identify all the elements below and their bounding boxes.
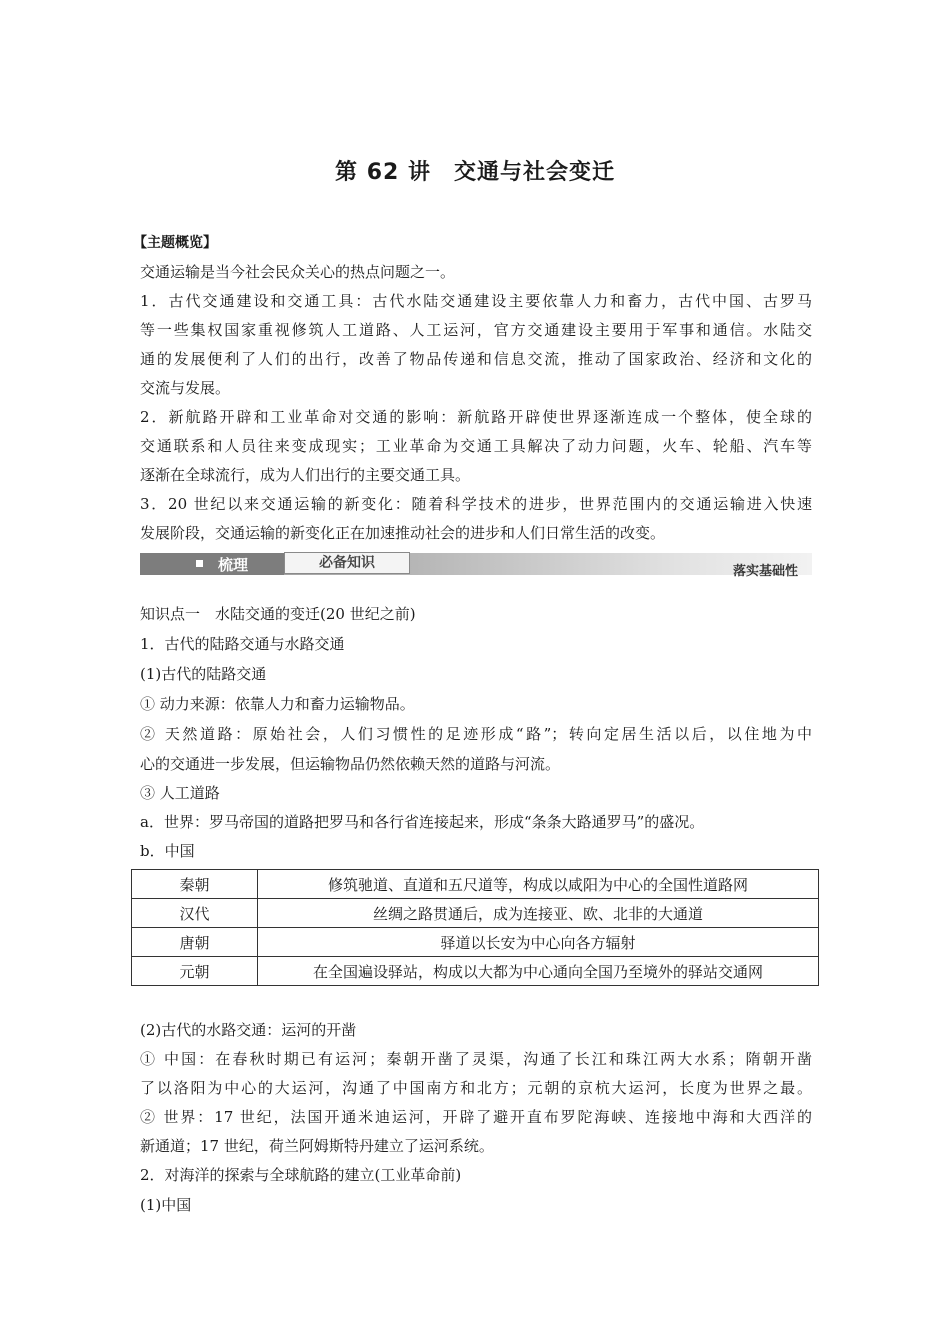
knowledge-line: (2)古代的水路交通：运河的开凿	[140, 1021, 357, 1039]
knowledge-line: a．世界：罗马帝国的道路把罗马和各行省连接起来，形成“条条大路通罗马”的盛况。	[140, 813, 705, 831]
table-row	[132, 928, 819, 957]
table-cell-dynasty: 秦朝	[132, 870, 258, 899]
table-cell-dynasty: 汉代	[132, 899, 258, 928]
section-banner	[140, 551, 812, 581]
page-title: 第 62 讲 交通与社会变迁	[335, 160, 615, 185]
overview-line: 等一些集权国家重视修筑人工道路、人工运河，官方交通建设主要用于军事和通信。水陆交	[140, 321, 812, 339]
knowledge-line: 2．对海洋的探索与全球航路的建立(工业革命前)	[140, 1166, 462, 1184]
overview-line: 逐渐在全球流行，成为人们出行的主要交通工具。	[140, 466, 471, 484]
square-bullet-icon	[196, 560, 203, 567]
knowledge-line: (1)中国	[140, 1196, 192, 1214]
knowledge-line: ② 天然道路：原始社会，人们习惯性的足迹形成“路”；转向定居生活以后，以住地为中	[140, 725, 812, 743]
banner-left-block	[140, 553, 284, 575]
knowledge-line: 了以洛阳为中心的大运河，沟通了中国南方和北方；元朝的京杭大运河，长度为世界之最。	[140, 1079, 812, 1097]
banner-label-secondary: 必备知识	[284, 552, 410, 574]
knowledge-line: 1．古代的陆路交通与水路交通	[140, 635, 345, 653]
overview-line: 2．新航路开辟和工业革命对交通的影响：新航路开辟使世界逐渐连成一个整体，使全球的	[140, 408, 812, 426]
table-cell-description: 丝绸之路贯通后，成为连接亚、欧、北非的大通道	[258, 899, 819, 928]
knowledge-line: b．中国	[140, 842, 195, 860]
overview-line: 发展阶段，交通运输的新变化正在加速推动社会的进步和人们日常生活的改变。	[140, 524, 666, 542]
table-cell-description: 在全国遍设驿站，构成以大都为中心通向全国乃至境外的驿站交通网	[258, 957, 819, 986]
overview-line: 通的发展便利了人们的出行，改善了物品传递和信息交流，推动了国家政治、经济和文化的	[140, 350, 812, 368]
knowledge-line: ① 动力来源：依靠人力和畜力运输物品。	[140, 695, 415, 713]
overview-line: 1．古代交通建设和交通工具：古代水陆交通建设主要依靠人力和畜力，古代中国、古罗马	[140, 292, 812, 310]
knowledge-line: ③ 人工道路	[140, 784, 220, 802]
knowledge-line: (1)古代的陆路交通	[140, 665, 267, 683]
knowledge-line: ② 世界：17 世纪，法国开通米迪运河，开辟了避开直布罗陀海峡、连接地中海和大西洋的	[140, 1108, 812, 1126]
overview-line: 交通运输是当今社会民众关心的热点问题之一。	[140, 263, 456, 281]
table-row	[132, 957, 819, 986]
table-cell-description: 修筑驰道、直道和五尺道等，构成以咸阳为中心的全国性道路网	[258, 870, 819, 899]
table-cell-dynasty: 唐朝	[132, 928, 258, 957]
banner-label-primary: 梳理	[218, 556, 249, 574]
knowledge-line: ① 中国：在春秋时期已有运河；秦朝开凿了灵渠，沟通了长江和珠江两大水系；隋朝开凿	[140, 1050, 812, 1068]
overview-heading: 【主题概览】	[133, 235, 217, 251]
table-cell-dynasty: 元朝	[132, 957, 258, 986]
knowledge-line: 知识点一 水陆交通的变迁(20 世纪之前)	[140, 605, 416, 623]
banner-label-right: 落实基础性	[732, 564, 798, 579]
dynasty-roads-table	[131, 869, 819, 986]
overview-line: 3．20 世纪以来交通运输的新变化：随着科学技术的进步，世界范围内的交通运输进入快速	[140, 495, 812, 513]
knowledge-line: 新通道；17 世纪，荷兰阿姆斯特丹建立了运河系统。	[140, 1137, 494, 1155]
overview-line: 交流与发展。	[140, 379, 231, 397]
knowledge-line: 心的交通进一步发展，但运输物品仍然依赖天然的道路与河流。	[140, 755, 561, 773]
table-row	[132, 870, 819, 899]
table-row	[132, 899, 819, 928]
table-cell-description: 驿道以长安为中心向各方辐射	[258, 928, 819, 957]
overview-line: 交通联系和人员往来变成现实；工业革命为交通工具解决了动力问题，火车、轮船、汽车等	[140, 437, 812, 455]
